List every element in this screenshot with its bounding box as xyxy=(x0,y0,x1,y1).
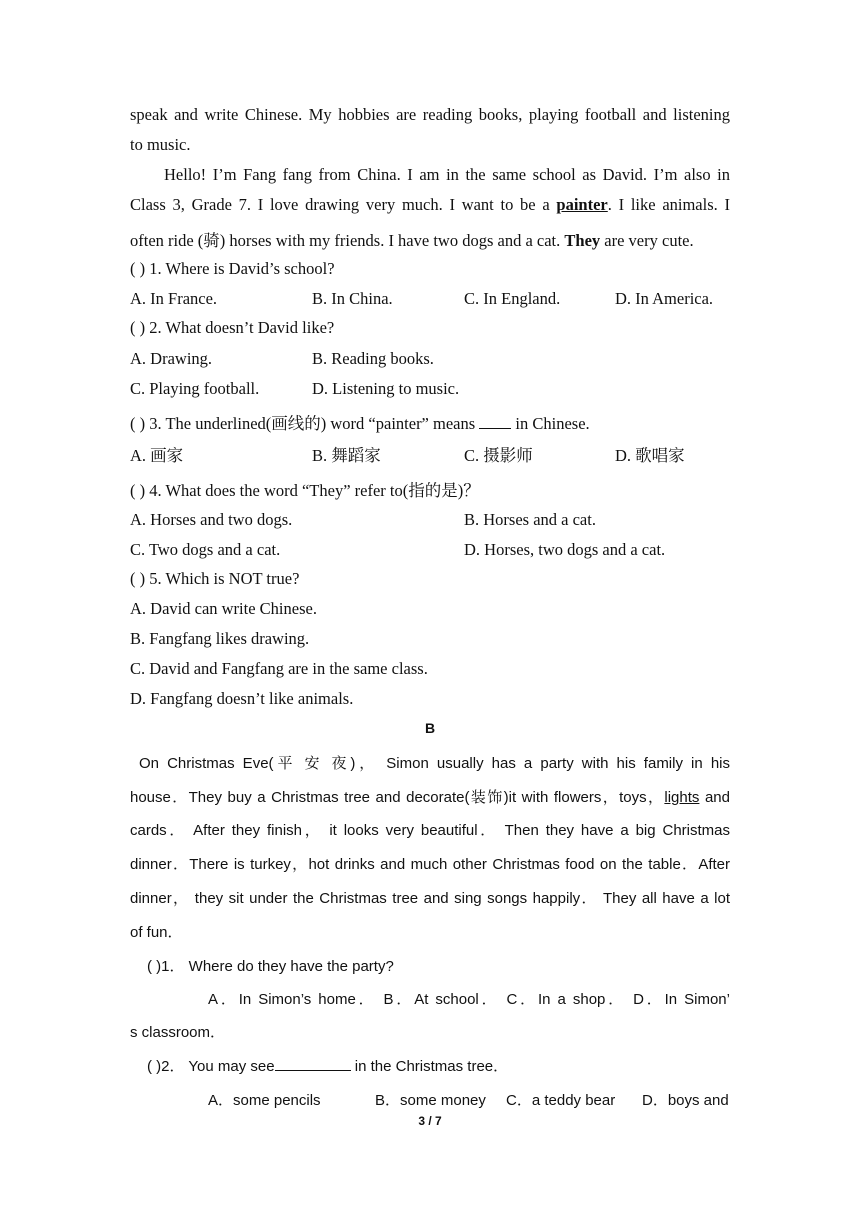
question-stem: ( ) 5. Which is NOT true? xyxy=(130,569,300,588)
option: B. Horses and a cat. xyxy=(464,510,596,529)
underlined-word-painter: painter xyxy=(556,195,608,214)
option-line: A．In Simon’s home． B．At school． C．In a shop． D．In Simon’ xyxy=(208,991,730,1008)
passage-line: dinner， they sit under the Christmas tree and sing songs happily． They all have a lot xyxy=(130,890,730,907)
text: in the Christmas tree． xyxy=(350,1058,509,1075)
text: in Chinese. xyxy=(511,414,590,433)
text: ( )2． You may see xyxy=(147,1058,275,1075)
option: C. Playing football. xyxy=(130,379,260,398)
question-stem xyxy=(130,410,590,434)
section-heading: B xyxy=(424,720,436,736)
passage-line: of fun． xyxy=(130,924,183,941)
answer-blank xyxy=(275,1058,351,1071)
text: often ride (骑) horses with my friends. I have two dogs and a cat. xyxy=(130,231,565,250)
option: A. Horses and two dogs. xyxy=(130,510,293,529)
option: A. David can write Chinese. xyxy=(130,599,317,618)
passage-line: Hello! I’m Fang fang from China. I am in the same school as David. I’m also in xyxy=(164,165,730,184)
bold-word-they: They xyxy=(564,231,601,250)
text: . I like animals. I xyxy=(607,195,730,214)
passage-line: On Christmas Eve(平 安 夜)， Simon usually has a party with his family in his xyxy=(139,755,730,772)
option: B. In China. xyxy=(312,289,393,308)
option: A. Drawing. xyxy=(130,349,213,368)
question-stem: ( )1． Where do they have the party? xyxy=(147,958,394,975)
option: B. Reading books. xyxy=(312,349,434,368)
option: D. Horses, two dogs and a cat. xyxy=(464,540,666,559)
question-stem: ( ) 1. Where is David’s school? xyxy=(130,259,335,278)
text: house．They buy a Christmas tree and decorate(装饰)it with flowers，toys， xyxy=(130,789,665,806)
option: C．a teddy bear xyxy=(506,1092,616,1109)
underlined-word-lights: lights xyxy=(664,789,700,806)
option: D. 歌唱家 xyxy=(615,446,685,465)
option: D. Fangfang doesn’t like animals. xyxy=(130,689,354,708)
option: D. Listening to music. xyxy=(312,379,460,398)
option-line: s classroom． xyxy=(130,1024,226,1041)
passage-line: cards． After they finish， it looks very beautiful． Then they have a big Christmas xyxy=(130,822,730,839)
question-stem: ( ) 4. What does the word “They” refer to(指的是)？ xyxy=(130,481,480,500)
option: B．some money xyxy=(375,1092,486,1109)
passage-line: to music. xyxy=(130,135,191,154)
option: A. 画家 xyxy=(130,446,184,465)
option: A．some pencils xyxy=(208,1092,321,1109)
passage-line xyxy=(130,786,730,807)
option: A. In France. xyxy=(130,289,218,308)
page-number: 3 / 7 xyxy=(418,1114,442,1128)
text: and xyxy=(699,789,730,806)
option: B. 舞蹈家 xyxy=(312,446,381,465)
option: C. David and Fangfang are in the same class. xyxy=(130,659,428,678)
text: Class 3, Grade 7. I love drawing very much. I want to be a xyxy=(130,195,557,214)
text: ( ) 3. The underlined(画线的) word “painter” means xyxy=(130,414,480,433)
answer-blank xyxy=(479,416,511,429)
text: are very cute. xyxy=(600,231,694,250)
passage-line: dinner．There is turkey，hot drinks and much other Christmas food on the table．After xyxy=(130,856,730,873)
option: B. Fangfang likes drawing. xyxy=(130,629,310,648)
passage-line xyxy=(130,195,730,215)
passage-line: speak and write Chinese. My hobbies are reading books, playing football and listening xyxy=(130,105,730,124)
question-stem xyxy=(147,1055,508,1076)
question-stem: ( ) 2. What doesn’t David like? xyxy=(130,318,335,337)
option: D．boys and xyxy=(642,1092,729,1109)
option: C. 摄影师 xyxy=(464,446,533,465)
option: C. In England. xyxy=(464,289,561,308)
option: C. Two dogs and a cat. xyxy=(130,540,281,559)
option: D. In America. xyxy=(615,289,714,308)
passage-line xyxy=(130,227,694,251)
